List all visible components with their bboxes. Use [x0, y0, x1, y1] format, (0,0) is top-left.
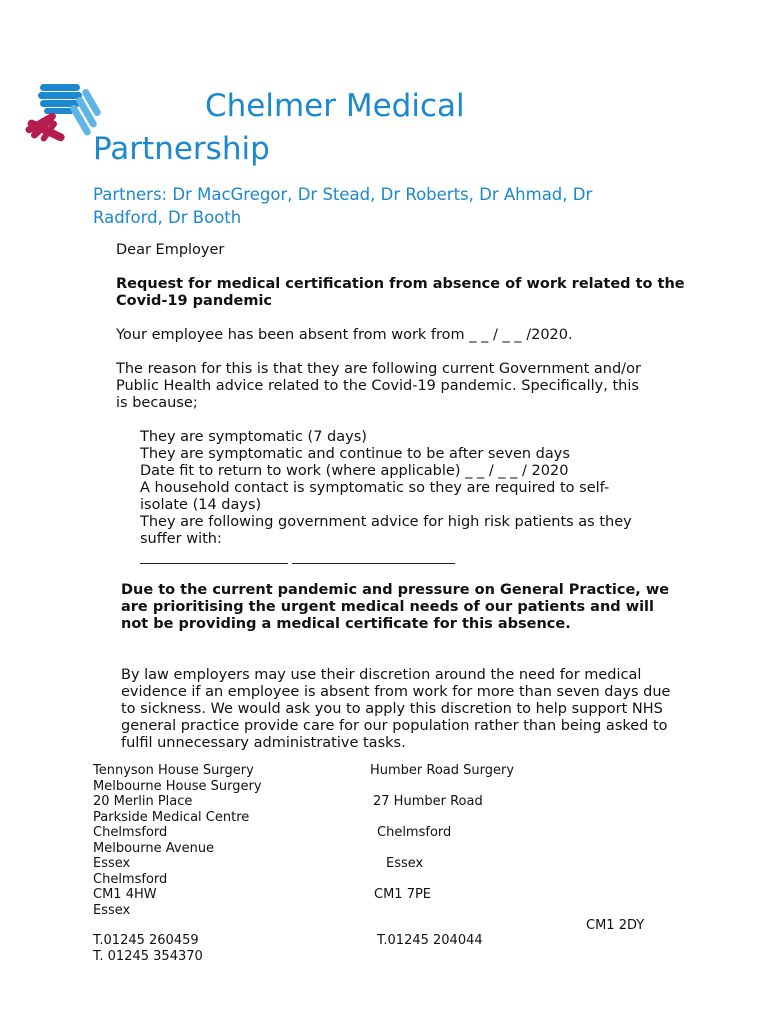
letter-subject: Request for medical certification from absence of work related to the Covid-19 pandemic — [116, 276, 685, 309]
reason-paragraph: The reason for this is that they are following current Government and/or Public Health advice related to the Covid-19 pandemic. Specifically, this is because; — [116, 361, 641, 411]
salutation: Dear Employer — [116, 242, 225, 258]
logo-finger — [40, 84, 80, 91]
condition-blank-line-2 — [292, 563, 455, 564]
address-line: Parkside Medical Centre — [93, 809, 250, 825]
address-line: Tennyson House Surgery — [93, 763, 254, 778]
partners-list: Partners: Dr MacGregor, Dr Stead, Dr Roberts, Dr Ahmad, Dr Radford, Dr Booth — [93, 185, 593, 227]
org-name-line1: Chelmer Medical — [205, 88, 465, 124]
reason-item: They are symptomatic (7 days) — [140, 429, 367, 445]
address-line: Melbourne House Surgery — [93, 778, 262, 794]
discretion-paragraph: By law employers may use their discretion around the need for medical evidence if an employee is absent from work for more than seven days due to sickness. We would ask you to apply this discretion to help support NHS general practice provide care for our population rather than being asked to fulfil unnecessary administrative tasks. — [121, 667, 671, 751]
org-name-line2: Partnership — [93, 131, 270, 167]
reason-item: Date fit to return to work (where applicable) _ _ / _ _ / 2020 — [140, 463, 569, 479]
address-line: Chelmsford — [93, 825, 168, 840]
logo-finger — [44, 108, 74, 114]
address-line: Chelmsford — [93, 871, 168, 887]
humber-street: 27 Humber Road — [373, 794, 483, 809]
humber-surgery-name: Humber Road Surgery — [370, 763, 515, 778]
reason-item: A household contact is symptomatic so they are required to self-isolate (14 days) — [140, 480, 610, 513]
phone-melbourne: T. 01245 354370 — [93, 949, 203, 964]
address-line: Essex — [93, 902, 131, 918]
address-line: Melbourne Avenue — [93, 840, 215, 856]
parkside-postcode: CM1 2DY — [586, 918, 645, 933]
humber-county: Essex — [386, 856, 424, 871]
reasons-list — [116, 429, 676, 548]
humber-postcode: CM1 7PE — [374, 887, 432, 902]
reason-item: They are following government advice for high risk patients as they suffer with: — [140, 514, 632, 547]
humber-phone: T.01245 204044 — [377, 933, 483, 948]
humber-town: Chelmsford — [377, 825, 452, 840]
address-line: CM1 4HW — [93, 887, 157, 902]
reason-item: They are symptomatic and continue to be after seven days — [140, 446, 570, 462]
phone-tennyson: T.01245 260459 — [93, 933, 199, 948]
address-line: Essex — [93, 856, 131, 871]
condition-blank-line-1 — [140, 563, 288, 564]
absence-line: Your employee has been absent from work from _ _ / _ _ /2020. — [116, 327, 573, 343]
address-line: 20 Merlin Place — [93, 794, 193, 809]
left-address-block — [93, 763, 262, 918]
certificate-notice: Due to the current pandemic and pressure on General Practice, we are prioritising the urgent medical needs of our patients and will not be providing a medical certificate for this absence. — [121, 582, 670, 632]
logo-finger — [38, 92, 82, 99]
